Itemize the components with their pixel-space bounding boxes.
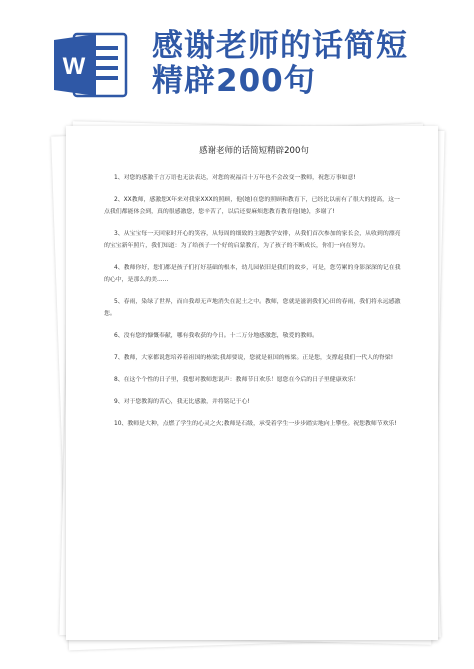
word-document-icon	[52, 30, 132, 100]
paragraph: 8、在这个个性的日子里，我想对教师您说声：教师节日欢乐！愿您在今后的日子里健康欢乐！	[114, 377, 360, 383]
page-title-line-1: 感谢老师的话简短	[152, 28, 408, 64]
paragraph: 7、教师，大家都说您培养着祖国的栋梁;我却要说，您就是祖国的栋梁。正是您，支撑起我们一代人的脊梁!	[114, 355, 394, 361]
paragraph: 9、对于您教海的苦心，我无比感激，并将铭记于心!	[114, 399, 250, 405]
paragraph: 1、对您的感激千言万语也无法表达，对您的祝福百十万年也不会改变一教师，祝您万事如意!	[114, 175, 356, 181]
paragraph: 6、没有您的慷慨奉献，哪有我收获的今日。十二万分地感激您，敬爱的教师。	[114, 333, 319, 339]
document-body	[104, 144, 404, 440]
page-title-line-2: 精辟200句	[152, 63, 316, 99]
paragraph: 5、春雨，染绿了世界，而自我却无声地消失在泥土之中。教师，您就是滋润我们心田的春雨，我们将永远感激您。	[104, 299, 401, 317]
paragraph: 4、教师你好，您们都是孩子们打好基础的根本，幼儿园依旧是我们的故乡，可是，您劳累的身影深深的记在我的心中，是那么的美......	[104, 265, 401, 283]
paragraph: 2、XX教师，感激您X年来对我家XXX的照顾，他(她)在您的照顾和教育下，已经比以前有了很大的提高，这一点我们都能体会到，真的很感激您，您辛苦了，以后还要麻烦您教育教育他(她)，多谢了!	[104, 197, 400, 215]
paragraph: 10、教师是大种，点燃了学生的心灵之火;教师是石级，承受着学生一步步踏实地向上攀登。祝您教师节欢乐!	[114, 421, 397, 427]
logo-letter: W	[62, 53, 86, 80]
document-page	[66, 126, 438, 640]
paragraph: 3、从宝宝每一天回家时开心的笑容，从每周的细致的主题教学安排，从我们首次参加的家长会，从收到的漂亮的宝宝新年照片，我们知道：为了给孩子一个好的启蒙教育，为了孩子的不断成长，你们一向在努力。	[104, 231, 401, 249]
header-banner	[0, 0, 474, 112]
document-title: 感谢老师的话简短精辟200句	[199, 146, 309, 156]
document-preview	[60, 122, 446, 648]
